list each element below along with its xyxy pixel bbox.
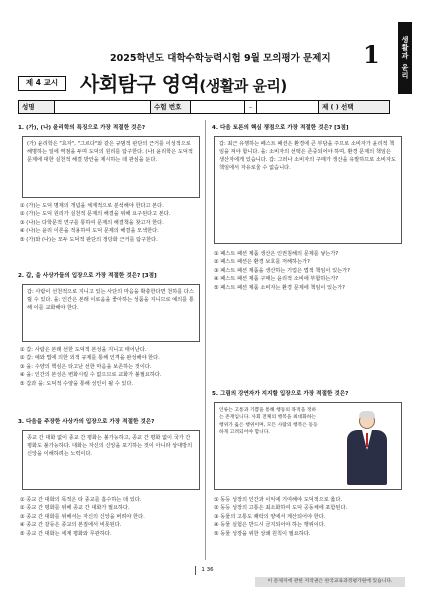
exam-number-dash: –	[245, 101, 257, 113]
option[interactable]: ⑤ 종교 간 대화는 세계 평화와 무관하다.	[20, 530, 112, 537]
question-3-passage: 종교 간 대화 없이 종교 간 평화는 불가능하고, 종교 간 평화 없이 국가 간 평화도 불가능하다. 대화는 자신의 신앙을 포기하는 것이 아니라 상대방의 신앙을 이해하려는 노력이다.	[22, 430, 200, 490]
question-3	[18, 418, 200, 427]
exam-number-field-a[interactable]	[191, 101, 245, 113]
exam-title: 2025학년도 대학수학능력시험 9월 모의평가 문제지	[110, 53, 331, 64]
name-field[interactable]	[55, 101, 151, 113]
option[interactable]: ③ 동물의 고통도 쾌락의 양에서 계산되어야 한다.	[214, 513, 326, 520]
exam-period-badge: 제 4 교시	[18, 76, 66, 91]
question-2-stem: 2. 갑, 을 사상가들의 입장으로 가장 적절한 것은? [3점]	[18, 273, 157, 279]
question-1	[18, 124, 200, 133]
option[interactable]: ② 갑: 예와 법에 의한 외적 규제를 통해 인격을 완성해야 한다.	[20, 355, 160, 362]
option[interactable]: ⑤ (가)와 (나)는 모두 도덕적 판단의 정당화 근거를 탐구한다.	[20, 236, 158, 243]
subject-main: 사회탐구 영역	[80, 72, 200, 96]
question-5-options	[214, 496, 404, 538]
option[interactable]: ① 종교 간 대화의 목적은 타 종교를 흡수하는 데 있다.	[20, 497, 142, 503]
option[interactable]: ④ (나)는 윤리 이론을 적용하여 도덕 문제의 해결을 모색한다.	[20, 228, 159, 235]
question-4-options	[214, 250, 404, 292]
option[interactable]: ② 종교 간 평화를 위해 종교 간 대화가 필요하다.	[20, 505, 130, 512]
subject-side-tab: 생활과 윤리	[398, 22, 412, 94]
question-5-illustration	[214, 402, 402, 490]
copyright-banner: 이 문제지에 관한 저작권은 한국교육과정평가원에 있습니다.	[255, 577, 405, 587]
option[interactable]: ① 동등 성장의 인간과 이익에 기여해야 도덕적으로 옳다.	[214, 497, 343, 503]
question-5	[212, 390, 402, 399]
question-2	[18, 272, 200, 281]
option[interactable]: ② 패스트 패션은 환경 보호를 저해하는가?	[214, 259, 310, 266]
question-1-passage: (가) 윤리학은 "효자", "그르다"와 같은 규범적 판단의 근거를 이성적으로 해명하는 일에 역점을 두며 도덕의 원리를 탐구한다. (나) 윤리학은 도덕적 문제에 대한 실천적 해결 방안을 제시하는 데 관심을 둔다.	[22, 136, 200, 198]
option[interactable]: ⑤ 갑과 을: 도덕적 수양을 통해 성인이 될 수 있다.	[20, 380, 134, 387]
option[interactable]: ③ (나)는 다학문적 연구를 통하여 문제의 해결책을 찾고자 한다.	[20, 219, 164, 226]
option[interactable]: ① 패스트 패션 제품 생산은 인권침해의 문제를 낳는가?	[214, 251, 339, 257]
question-2-passage: 갑: 사람이 선천적으로 지니고 있는 사단의 마음을 확충한다면 천하를 다스릴 수 있다. 을: 인간은 본래 이로움을 좋아하는 성품을 지니므로 예의를 통해 이를 교화해야 한다.	[22, 284, 200, 342]
lecture-speech-text: 인류는 고통과 기쁨을 통해 행동의 목적을 정하는 존재입니다. 사회 전체의 행복을 최대화하는 행위가 옳은 행위이며, 모든 사람의 행복은 동등하게 고려되어야 합니다.	[219, 408, 318, 436]
question-4-stem: 4. 다음 토론의 핵심 쟁점으로 가장 적절한 것은? [3점]	[212, 125, 349, 131]
lecturer-tie	[366, 433, 368, 447]
option[interactable]: ③ 을: 수양의 핵심은 타고난 선한 마음을 보존하는 것이다.	[20, 363, 152, 370]
footer-page-label: 1 36	[195, 566, 219, 575]
option[interactable]: ② 동등 성장의 고통은 최소화하여 도덕 공동체에 포함된다.	[214, 505, 348, 512]
option[interactable]: ④ 패스트 패션 제품 구매는 윤리적 소비에 부합하는가?	[214, 276, 339, 283]
question-2-options	[20, 346, 202, 388]
page-number: 1	[363, 40, 380, 69]
exam-number-label: 수험 번호	[151, 101, 191, 113]
question-1-stem: 1. (가), (나) 윤리학의 특징으로 가장 적절한 것은?	[18, 125, 146, 131]
option[interactable]: ④ 을: 인간의 본성은 변화시킬 수 없으므로 교화가 불필요하다.	[20, 372, 162, 379]
question-4-passage: 갑: 최근 유행하는 페스트 패션은 환경에 큰 부담을 주므로 소비자가 윤리적 책임을 져야 합니다. 을: 소비자의 선택은 존중되어야 하며, 환경 문제의 책임은 생산자에게 있습니다. 갑: 그러나 소비자의 구매가 생산을 유발하므로 소비자도 책임에서 자유로울 수 없습니다.	[214, 136, 402, 244]
question-3-options	[20, 496, 202, 538]
option[interactable]: ⑤ 동물 성장을 위한 상쇄 원칙이 필요하다.	[214, 530, 311, 537]
question-1-options	[20, 202, 202, 244]
name-label: 성명	[19, 101, 55, 113]
option[interactable]: ③ 종교 간 대화를 위해서는 자신의 신앙을 버려야 한다.	[20, 513, 145, 520]
option[interactable]: ① (가)는 도덕 명제의 개념을 체계적으로 분석해야 한다고 본다.	[20, 203, 164, 209]
column-divider	[205, 120, 206, 560]
choice-label: 제 ( ) 선택	[319, 101, 389, 113]
option[interactable]: ① 갑: 사람은 본래 선한 도덕적 본성을 지니고 태어난다.	[20, 347, 147, 353]
option[interactable]: ④ 동물 실험은 반드시 금지되어야 하는 행위이다.	[214, 522, 326, 529]
lecturer-hair	[359, 411, 375, 418]
exam-number-field-b[interactable]	[257, 101, 319, 113]
option[interactable]: ② (가)는 도덕 원리가 실천적 문제의 해결을 위해 요구된다고 본다.	[20, 211, 171, 218]
student-info-bar	[18, 100, 390, 114]
option[interactable]: ③ 패스트 패션 제품을 생산하는 기업은 법적 책임이 있는가?	[214, 267, 350, 274]
subject-title	[80, 68, 287, 97]
option[interactable]: ⑤ 패스트 패션 제품 소비자는 환경 문제에 책임이 있는가?	[214, 284, 345, 291]
question-3-stem: 3. 다음을 주장한 사상가의 입장으로 가장 적절한 것은?	[18, 419, 155, 425]
question-4	[212, 124, 402, 133]
option[interactable]: ④ 종교 간 갈등은 종교의 본질에서 비롯된다.	[20, 522, 122, 529]
question-5-stem: 5. 그림의 강연자가 지지할 입장으로 가장 적절한 것은?	[212, 391, 349, 397]
subject-sub: (생활과 윤리)	[199, 77, 287, 95]
